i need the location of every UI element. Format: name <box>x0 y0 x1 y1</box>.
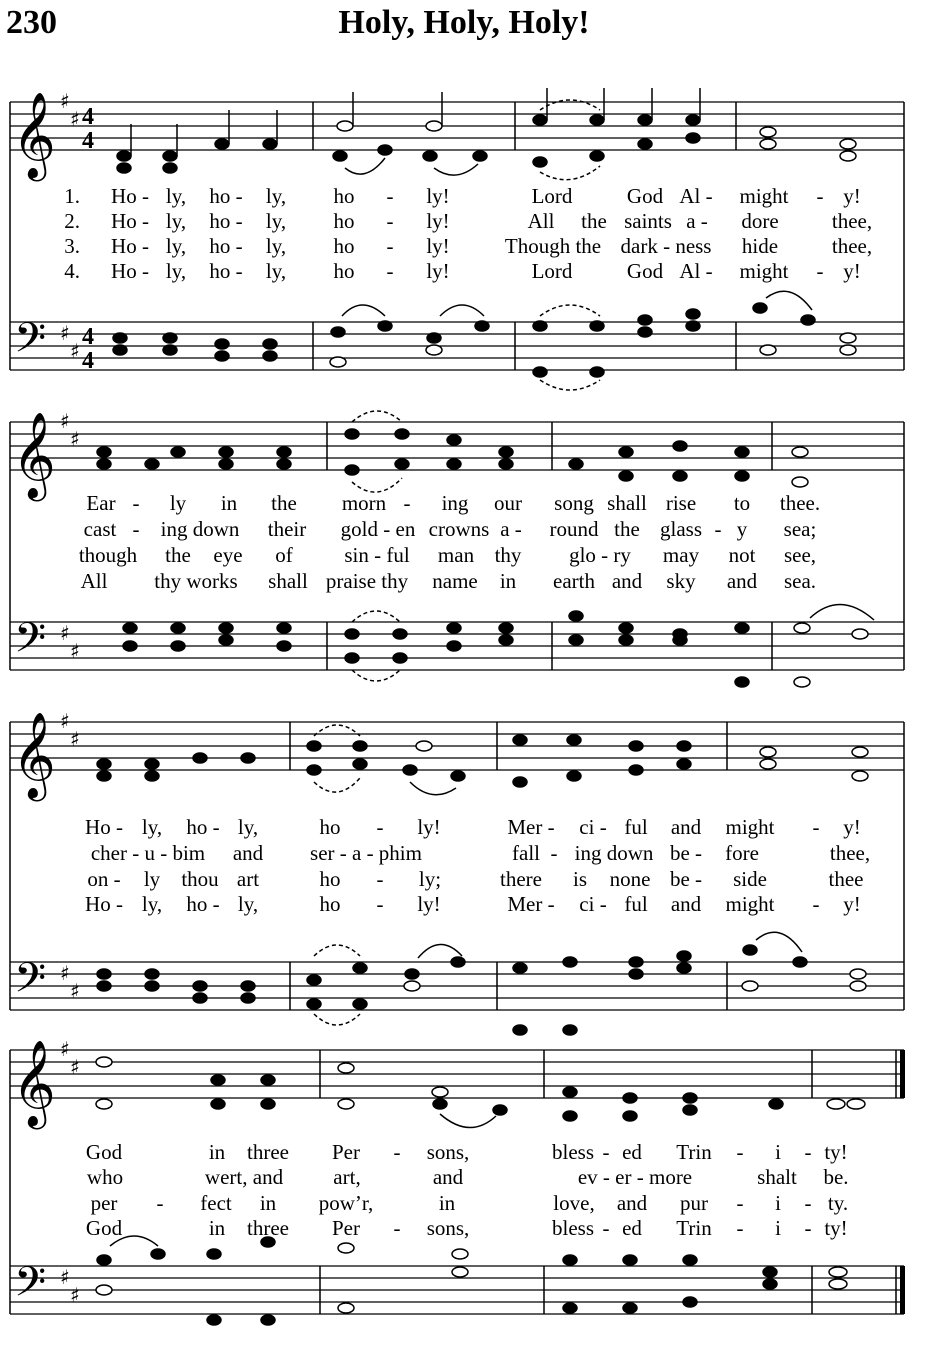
svg-text:4: 4 <box>82 324 94 350</box>
lyric-line <box>0 569 928 593</box>
lyric-syllable: and <box>670 892 702 916</box>
lyric-syllable: thee <box>828 867 864 891</box>
lyric-syllable: ed <box>622 1216 642 1240</box>
lyric-syllable: - <box>132 491 140 515</box>
lyric-syllable: shall <box>268 569 308 593</box>
lyric-syllable: - <box>736 1140 744 1164</box>
svg-text:♯: ♯ <box>70 979 80 1003</box>
lyric-syllable: praise thy <box>325 569 409 593</box>
lyric-syllable: crowns <box>428 517 490 541</box>
svg-text:4: 4 <box>82 104 94 130</box>
lyric-syllable: - <box>550 841 558 865</box>
lyric-syllable: ci - <box>579 892 607 916</box>
svg-text:♯: ♯ <box>70 1283 80 1307</box>
lyric-syllable: ho <box>319 867 341 891</box>
lyric-syllable: the <box>271 491 297 515</box>
lyric-syllable: - <box>156 1191 164 1215</box>
lyric-syllable: ly, <box>141 815 163 839</box>
svg-text:♯: ♯ <box>70 727 80 751</box>
lyric-syllable: side <box>733 867 767 891</box>
svg-text:♯: ♯ <box>70 427 80 451</box>
lyric-syllable: sin - ful <box>344 543 410 567</box>
lyric-syllable: - <box>804 1140 812 1164</box>
lyric-syllable: Ho - <box>111 234 149 258</box>
lyric-syllable: ho <box>333 209 355 233</box>
lyric-syllable: a - <box>500 517 522 541</box>
lyric-line <box>0 184 928 208</box>
lyric-syllable: God <box>85 1140 123 1164</box>
lyric-syllable: bless <box>552 1216 594 1240</box>
lyric-syllable: ly! <box>426 184 450 208</box>
lyric-syllable: ho <box>319 892 341 916</box>
lyric-syllable: - <box>812 815 820 839</box>
lyric-syllable: - <box>393 1216 401 1240</box>
lyric-syllable: God <box>626 259 664 283</box>
lyric-syllable: ly, <box>237 815 259 839</box>
lyric-syllable: y! <box>843 259 861 283</box>
lyric-syllable: bless <box>552 1140 594 1164</box>
lyric-syllable: though <box>78 543 138 567</box>
svg-text:♯: ♯ <box>60 709 70 733</box>
lyric-syllable: in <box>208 1216 226 1240</box>
lyric-syllable: All <box>527 209 555 233</box>
verse-number: 4. <box>64 259 80 283</box>
lyric-syllable: ly, <box>265 184 287 208</box>
treble-clef: 𝄞 <box>12 1040 56 1126</box>
lyric-syllable: be - <box>669 841 703 865</box>
lyric-syllable: to <box>733 491 751 515</box>
bass-staff <box>10 962 904 1010</box>
lyric-syllable: - <box>804 1216 812 1240</box>
lyric-syllable: fall <box>512 841 540 865</box>
lyric-syllable: - <box>386 209 394 233</box>
lyric-syllable: - <box>386 184 394 208</box>
lyric-syllable: might <box>739 184 789 208</box>
lyric-syllable: of <box>275 543 293 567</box>
lyric-syllable: and <box>611 569 643 593</box>
lyric-syllable: round <box>549 517 599 541</box>
lyric-syllable: ly! <box>417 815 441 839</box>
svg-text:♯: ♯ <box>70 107 80 131</box>
lyric-line <box>0 543 928 567</box>
lyric-syllable: ho - <box>186 892 220 916</box>
lyric-syllable: ho <box>333 234 355 258</box>
lyric-syllable: ho - <box>209 234 243 258</box>
lyric-syllable: saints <box>624 209 672 233</box>
svg-text:♯: ♯ <box>60 409 70 433</box>
lyric-line <box>0 841 928 865</box>
lyric-syllable: be - <box>669 867 703 891</box>
lyric-syllable: Trin <box>676 1140 712 1164</box>
lyric-syllable: - <box>132 517 140 541</box>
verse-number: 1. <box>64 184 80 208</box>
lyric-syllable: ho - <box>209 184 243 208</box>
lyric-syllable: ly, <box>165 184 187 208</box>
lyric-syllable: ly, <box>165 259 187 283</box>
lyric-syllable: fore <box>725 841 759 865</box>
lyric-syllable: - <box>714 517 722 541</box>
lyric-syllable: man <box>437 543 475 567</box>
lyric-syllable: ly! <box>426 209 450 233</box>
lyric-syllable: rise <box>665 491 697 515</box>
svg-text:♯: ♯ <box>70 1055 80 1079</box>
lyric-syllable: y <box>736 517 748 541</box>
bass-clef: 𝄢 <box>14 954 47 1012</box>
svg-text:4: 4 <box>82 128 94 154</box>
lyric-line <box>0 1140 928 1164</box>
lyric-syllable: y! <box>843 892 861 916</box>
lyric-syllable: who <box>86 1165 124 1189</box>
svg-text:♯: ♯ <box>60 89 70 113</box>
lyric-line <box>0 234 928 258</box>
lyric-syllable: ty! <box>824 1216 848 1240</box>
verse-number: 2. <box>64 209 80 233</box>
lyric-syllable: name <box>432 569 478 593</box>
lyric-syllable: - <box>736 1216 744 1240</box>
lyric-syllable: ly! <box>426 259 450 283</box>
lyric-syllable: on - <box>87 867 121 891</box>
lyric-syllable: thy <box>494 543 522 567</box>
lyric-syllable: Though the <box>504 234 602 258</box>
lyric-syllable: Mer - <box>507 892 555 916</box>
lyric-syllable: ing <box>441 491 469 515</box>
lyric-syllable: pow’r, <box>318 1191 374 1215</box>
lyric-line <box>0 892 928 916</box>
lyric-syllable: - <box>393 1140 401 1164</box>
lyric-line <box>0 491 928 515</box>
svg-text:♯: ♯ <box>60 961 70 985</box>
lyric-syllable: thee, <box>829 841 871 865</box>
lyric-syllable: ho <box>333 184 355 208</box>
lyric-syllable: ly <box>143 867 161 891</box>
bass-clef: 𝄢 <box>14 1258 47 1316</box>
lyric-syllable: i <box>775 1140 781 1164</box>
treble-clef: 𝄞 <box>12 412 56 498</box>
lyric-syllable: shalt <box>757 1165 797 1189</box>
lyric-syllable: ly; <box>418 867 442 891</box>
lyric-syllable: morn <box>341 491 387 515</box>
lyric-syllable: in <box>438 1191 456 1215</box>
lyric-syllable: Ho - <box>85 815 123 839</box>
lyric-syllable: ty. <box>827 1191 849 1215</box>
lyric-syllable: ed <box>622 1140 642 1164</box>
lyric-syllable: - <box>386 259 394 283</box>
lyric-line <box>0 1191 928 1215</box>
lyric-syllable: in <box>208 1140 226 1164</box>
lyric-syllable: glo - ry <box>569 543 631 567</box>
lyric-syllable: the <box>581 209 607 233</box>
lyric-syllable: Ear <box>86 491 116 515</box>
svg-text:♯: ♯ <box>60 621 70 645</box>
lyric-syllable: in <box>259 1191 277 1215</box>
lyric-syllable: ho <box>319 815 341 839</box>
lyric-syllable: gold - en <box>340 517 416 541</box>
lyric-syllable: Lord <box>531 184 573 208</box>
lyric-syllable: cast <box>83 517 117 541</box>
lyric-syllable: in <box>220 491 238 515</box>
lyric-syllable: per <box>90 1191 118 1215</box>
lyric-syllable: dark - ness <box>620 234 712 258</box>
lyric-syllable: sea; <box>783 517 817 541</box>
lyric-syllable: thee, <box>831 209 873 233</box>
treble-clef: 𝄞 <box>12 92 56 178</box>
lyric-syllable: ing down <box>574 841 654 865</box>
lyric-syllable: might <box>739 259 789 283</box>
lyric-syllable: ho - <box>209 259 243 283</box>
lyric-syllable: may <box>662 543 700 567</box>
lyric-syllable: love, <box>553 1191 595 1215</box>
svg-text:4: 4 <box>82 348 94 374</box>
lyric-syllable: ly, <box>265 259 287 283</box>
lyric-syllable: - <box>376 867 384 891</box>
lyric-syllable: art <box>236 867 260 891</box>
lyric-syllable: sky <box>666 569 696 593</box>
lyric-syllable: eye <box>213 543 243 567</box>
lyric-syllable: and <box>232 841 264 865</box>
lyric-syllable: in <box>499 569 517 593</box>
lyric-syllable: ful <box>624 892 648 916</box>
lyric-syllable: and <box>726 569 758 593</box>
lyric-line <box>0 517 928 541</box>
treble-clef: 𝄞 <box>12 712 56 798</box>
lyric-syllable: see, <box>783 543 817 567</box>
hymn-number: 230 <box>6 4 57 41</box>
lyric-syllable: - <box>602 1140 610 1164</box>
lyric-syllable: Al - <box>679 184 713 208</box>
lyric-syllable: hide <box>741 234 779 258</box>
lyric-syllable: a - <box>686 209 708 233</box>
lyric-syllable: Ho - <box>85 892 123 916</box>
lyric-syllable: - <box>804 1191 812 1215</box>
lyric-syllable: God <box>85 1216 123 1240</box>
lyric-syllable: pur <box>680 1191 708 1215</box>
lyric-syllable: ser - a - phim <box>310 841 422 865</box>
lyric-syllable: i <box>775 1216 781 1240</box>
lyric-line <box>0 867 928 891</box>
lyric-syllable: ly! <box>417 892 441 916</box>
lyric-syllable: Ho - <box>111 184 149 208</box>
lyric-syllable: Ho - <box>111 209 149 233</box>
lyric-syllable: ly, <box>265 234 287 258</box>
lyric-syllable: ci - <box>579 815 607 839</box>
lyric-syllable: our <box>494 491 522 515</box>
lyric-syllable: thou <box>181 867 219 891</box>
lyric-syllable: sons, <box>426 1140 470 1164</box>
lyric-syllable: and <box>432 1165 464 1189</box>
lyric-syllable: ful <box>624 815 648 839</box>
lyric-syllable: three <box>247 1216 289 1240</box>
lyric-syllable: thy works <box>154 569 238 593</box>
lyric-line <box>0 209 928 233</box>
lyric-syllable: song <box>554 491 594 515</box>
verse-number: 3. <box>64 234 80 258</box>
lyric-syllable: ho - <box>209 209 243 233</box>
lyric-syllable: ly, <box>265 209 287 233</box>
lyric-syllable: the <box>165 543 191 567</box>
lyric-syllable: earth <box>553 569 595 593</box>
lyric-syllable: dore <box>741 209 779 233</box>
lyric-syllable: thee, <box>831 234 873 258</box>
lyric-syllable: y! <box>843 184 861 208</box>
lyric-syllable: y! <box>843 815 861 839</box>
lyric-syllable: fect <box>200 1191 232 1215</box>
lyric-line <box>0 259 928 283</box>
lyric-syllable: might <box>725 815 775 839</box>
lyric-syllable: ho <box>333 259 355 283</box>
lyric-syllable: there <box>500 867 542 891</box>
lyric-syllable: cher - u - bim <box>90 841 206 865</box>
svg-text:♯: ♯ <box>60 1265 70 1289</box>
lyric-syllable: i <box>775 1191 781 1215</box>
lyric-syllable: ly, <box>165 234 187 258</box>
lyric-syllable: ly! <box>426 234 450 258</box>
lyric-syllable: three <box>247 1140 289 1164</box>
lyric-syllable: ev - er - more <box>577 1165 693 1189</box>
lyric-syllable: - <box>736 1191 744 1215</box>
svg-text:♯: ♯ <box>60 1037 70 1061</box>
lyric-syllable: - <box>403 491 411 515</box>
lyric-syllable: Ho - <box>111 259 149 283</box>
lyric-syllable: thee. <box>779 491 821 515</box>
lyric-syllable: shall <box>607 491 647 515</box>
lyric-syllable: All <box>80 569 108 593</box>
lyric-line <box>0 815 928 839</box>
lyric-syllable: Lord <box>531 259 573 283</box>
lyric-syllable: ly, <box>141 892 163 916</box>
lyric-syllable: - <box>816 259 824 283</box>
lyric-syllable: and <box>670 815 702 839</box>
lyric-syllable: sons, <box>426 1216 470 1240</box>
lyric-syllable: and <box>616 1191 648 1215</box>
lyric-syllable: ho - <box>186 815 220 839</box>
svg-text:♯: ♯ <box>70 339 80 363</box>
lyric-syllable: Trin <box>676 1216 712 1240</box>
lyric-syllable: art, <box>333 1165 361 1189</box>
lyric-syllable: - <box>376 815 384 839</box>
lyric-syllable: - <box>812 892 820 916</box>
lyric-syllable: ty! <box>824 1140 848 1164</box>
lyric-syllable: sea. <box>783 569 817 593</box>
svg-text:♯: ♯ <box>60 321 70 345</box>
lyric-syllable: glass <box>660 517 702 541</box>
lyric-syllable: ly <box>169 491 187 515</box>
treble-staff <box>10 1050 904 1098</box>
lyric-syllable: Al - <box>679 259 713 283</box>
lyric-syllable: ly, <box>165 209 187 233</box>
lyric-syllable: - <box>602 1216 610 1240</box>
lyric-line <box>0 1165 928 1189</box>
lyric-syllable: - <box>816 184 824 208</box>
svg-text:♯: ♯ <box>70 639 80 663</box>
lyric-syllable: none <box>609 867 651 891</box>
lyric-syllable: ing down <box>160 517 240 541</box>
lyric-syllable: might <box>725 892 775 916</box>
bass-clef: 𝄢 <box>14 614 47 672</box>
lyric-syllable: wert, and <box>204 1165 284 1189</box>
hymn-title: Holy, Holy, Holy! <box>338 4 590 41</box>
lyric-line <box>0 1216 928 1240</box>
lyric-syllable: Mer - <box>507 815 555 839</box>
lyric-syllable: ly, <box>237 892 259 916</box>
lyric-syllable: their <box>267 517 307 541</box>
lyric-syllable: Per <box>332 1216 360 1240</box>
bass-clef: 𝄢 <box>14 314 47 372</box>
lyric-syllable: not <box>728 543 756 567</box>
lyric-syllable: the <box>614 517 640 541</box>
lyric-syllable: - <box>386 234 394 258</box>
lyric-syllable: God <box>626 184 664 208</box>
lyric-syllable: be. <box>823 1165 849 1189</box>
lyric-syllable: is <box>572 867 588 891</box>
lyric-syllable: Per <box>332 1140 360 1164</box>
lyric-syllable: - <box>376 892 384 916</box>
